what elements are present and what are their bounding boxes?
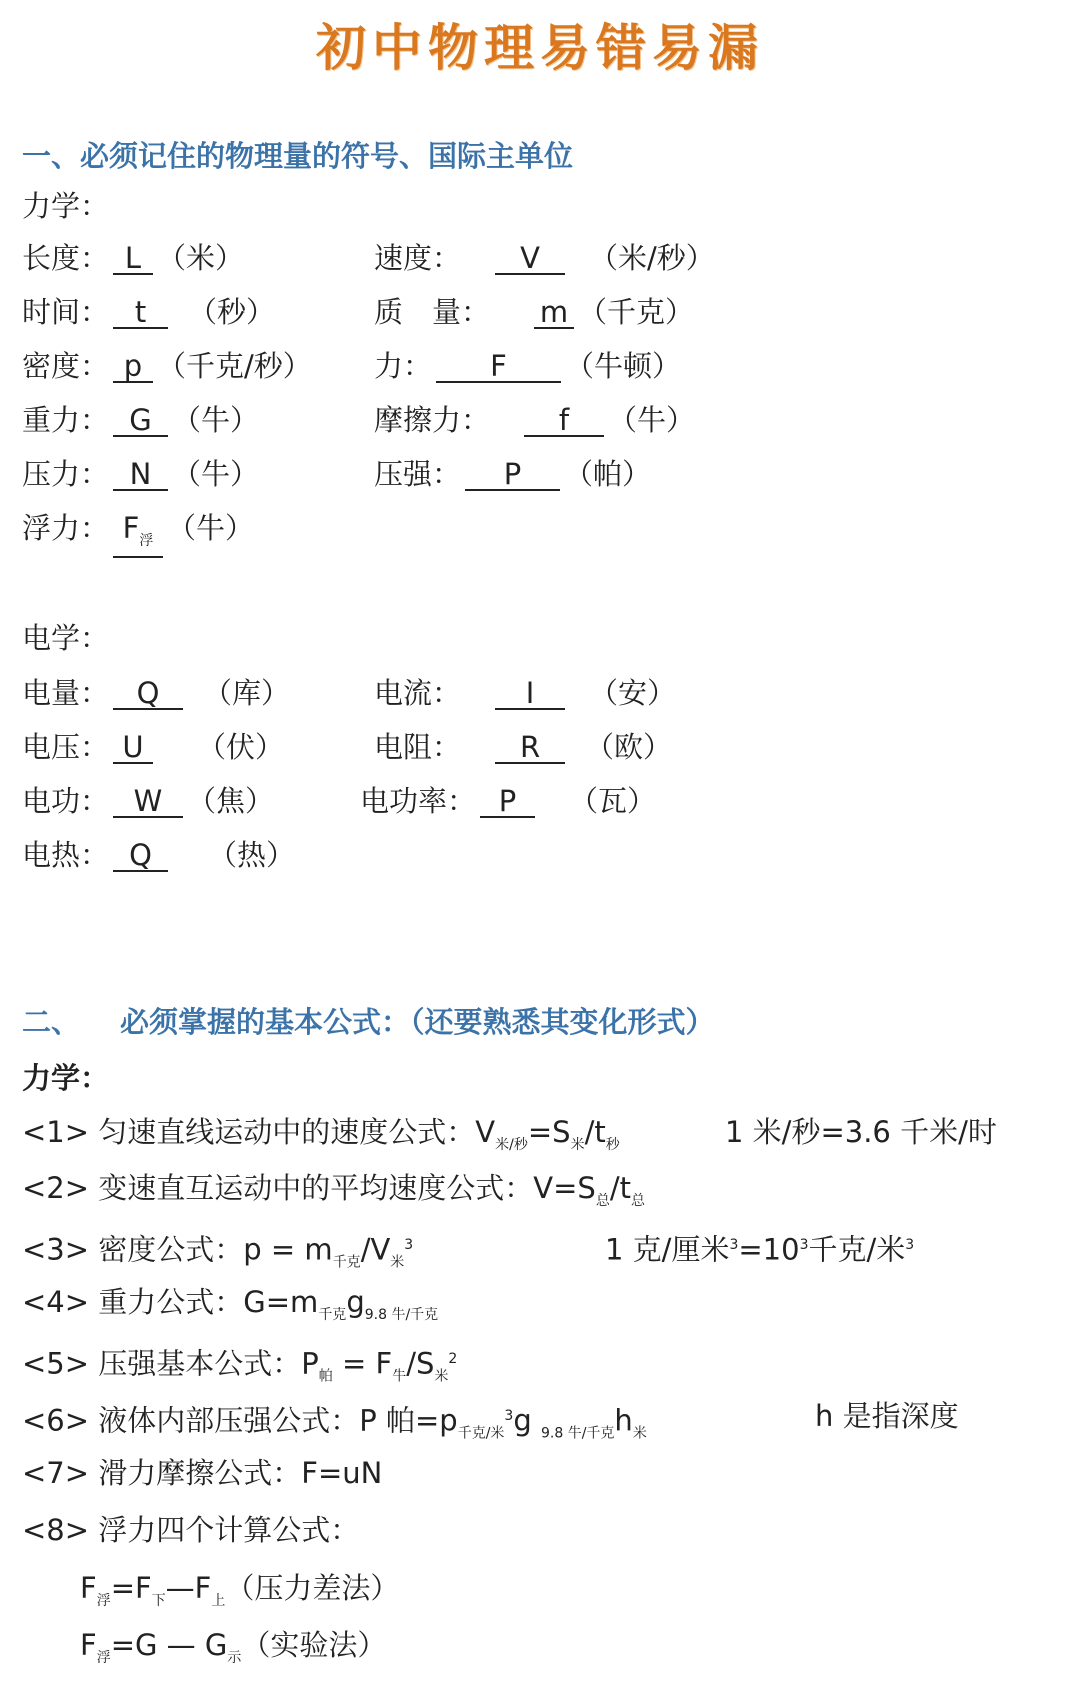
formula-2: <2> 变速直互运动中的平均速度公式：$V=S_总/t_总$	[22, 1171, 645, 1209]
symbol-blank: L	[113, 243, 153, 275]
symbol-blank: m	[534, 297, 574, 329]
qty-buoyancy: 浮力： $F_浮$ （牛）	[22, 510, 254, 558]
qty-current: 电流： I （安）	[374, 676, 677, 710]
formula-6-note: h 是指深度	[815, 1399, 959, 1433]
symbol-blank: U	[113, 732, 153, 764]
symbol-blank: p	[113, 351, 153, 383]
page-title: 初中物理易错易漏	[316, 19, 764, 77]
qty-speed: 速度： V （米/秒）	[374, 241, 715, 275]
qty-friction: 摩擦力： f （牛）	[374, 403, 696, 437]
symbol-blank: t	[113, 297, 168, 329]
buoyancy-formula-pressure-diff: $F_浮=F_下—F_上$（压力差法）	[80, 1571, 400, 1609]
formula-5: <5> 压强基本公式：$P_帕 = F_牛/S_米^2$	[22, 1346, 458, 1385]
formula-8: <8> 浮力四个计算公式：	[22, 1513, 360, 1547]
symbol-blank: V	[495, 243, 565, 275]
buoyancy-formula-experiment: $F_浮=G$ — $G_示$（实验法）	[80, 1628, 387, 1666]
qty-pressure: 压强： P （帕）	[374, 457, 652, 491]
qty-pressure-force: 压力： N （牛）	[22, 457, 260, 491]
formula-1: <1> 匀速直线运动中的速度公式：$V_{米/秒}=S_米/t_秒$	[22, 1115, 620, 1153]
qty-mass: 质 量： m （千克）	[374, 295, 695, 329]
qty-force: 力： F （牛顿）	[374, 349, 682, 383]
qty-voltage: 电压： U （伏）	[22, 730, 285, 764]
symbol-blank: Q	[113, 678, 183, 710]
electricity-label: 电学：	[22, 621, 110, 655]
qty-density: 密度： p （千克/秒）	[22, 349, 312, 383]
qty-power: 电功率： P （瓦）	[360, 784, 657, 818]
symbol-blank: P	[480, 786, 535, 818]
qty-length: 长度： L （米）	[22, 241, 245, 275]
section-2-heading: 二、 必须掌握的基本公式：（还要熟悉其变化形式）	[22, 1005, 715, 1039]
formula-7: <7> 滑力摩擦公式：F=uN	[22, 1456, 383, 1490]
formula-6: <6> 液体内部压强公式：P 帕$=p_{千克/米}^3g$ $_{9.8 牛/千克}h_米$	[22, 1403, 647, 1442]
qty-time: 时间： t （秒）	[22, 295, 276, 329]
qty-resistance: 电阻： R （欧）	[374, 730, 673, 764]
symbol-blank: P	[465, 459, 560, 491]
formula-mechanics-label: 力学：	[22, 1061, 110, 1095]
mechanics-label: 力学：	[22, 189, 110, 223]
symbol-blank: N	[113, 459, 168, 491]
qty-heat: 电热： Q （热）	[22, 838, 296, 872]
symbol-blank: G	[113, 405, 168, 437]
symbol-blank: Q	[113, 840, 168, 872]
qty-charge: 电量： Q （库）	[22, 676, 291, 710]
formula-4: <4> 重力公式：$G=m_{千克}g_{9.8 牛/千克}$	[22, 1285, 439, 1323]
symbol-blank: I	[495, 678, 565, 710]
qty-gravity: 重力： G （牛）	[22, 403, 260, 437]
symbol-blank: f	[524, 405, 604, 437]
symbol-blank: R	[495, 732, 565, 764]
symbol-blank: $F_浮$	[113, 513, 163, 558]
formula-1-note: 1 米/秒=3.6 千米/时	[725, 1115, 997, 1149]
formula-3: <3> 密度公式：$p = m_{千克}/V_米^3$	[22, 1232, 414, 1271]
formula-3-note: 1 克/厘米$^3=10^3$千克/米$^3$	[605, 1232, 915, 1267]
section-1-heading: 一、必须记住的物理量的符号、国际主单位	[22, 139, 574, 173]
symbol-blank: F	[436, 351, 561, 383]
symbol-blank: W	[113, 786, 183, 818]
qty-work: 电功： W （焦）	[22, 784, 275, 818]
